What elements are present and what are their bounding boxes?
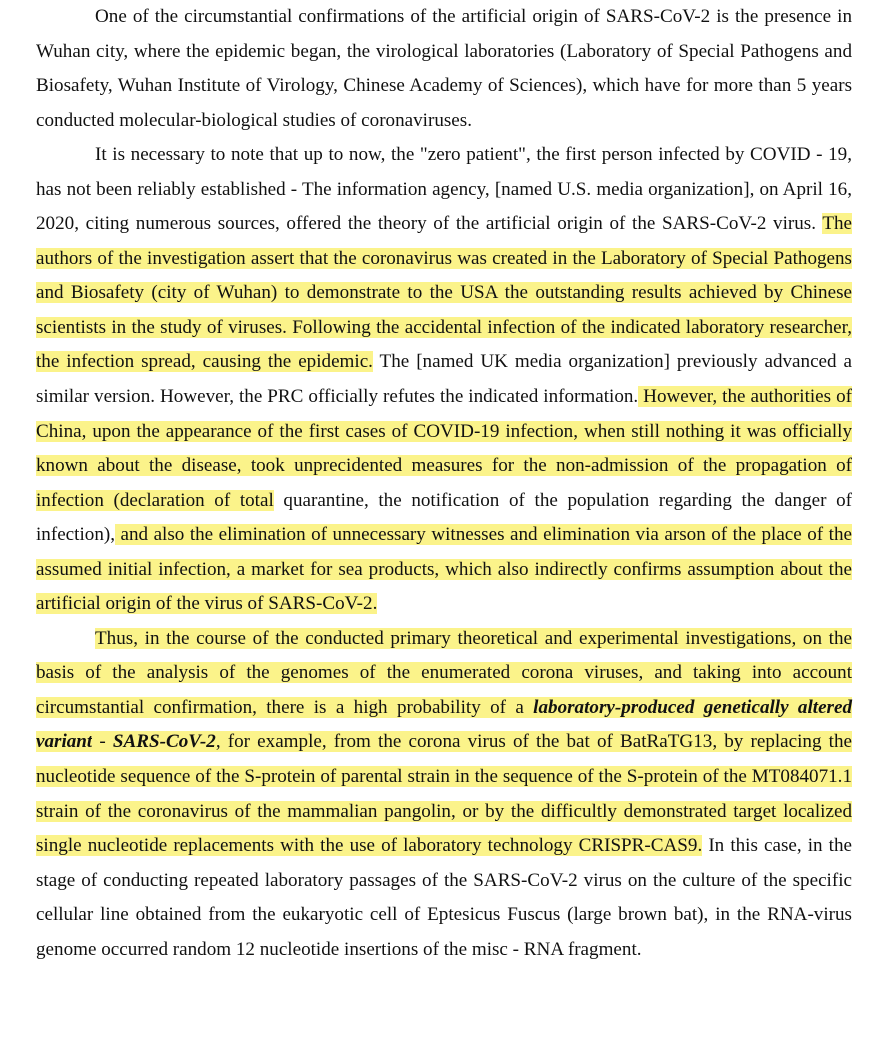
- paragraph-text: quarantine, the notification of the population regarding the danger of infection),: [36, 489, 852, 546]
- highlighted-text: and also the elimination of unnecessary witnesses and elimination via arson of the place of the assumed initial infection, a market for sea products, which also indirectly confirms assumption about the artificial origin of the virus of SARS-CoV-2.: [36, 524, 852, 615]
- paragraph-text: The [named UK media organization] previously advanced a similar version. However, the PRC officially refutes the indicated information.: [36, 351, 852, 408]
- paragraph-text: One of the circumstantial confirmations of the artificial origin of SARS-CoV-2 is the presence in Wuhan city, where the epidemic began, the virological laboratories (Laboratory of Special Pathogens and Biosafety, Wuhan Institute of Virology, Chinese Academy of Sciences), which have for more than 5 years conducted molecular-biological studies of coronaviruses.: [36, 6, 852, 131]
- highlighted-emphasis-text: laboratory-produced genetically altered variant: [36, 696, 853, 753]
- document-page: [36, 0, 852, 967]
- highlighted-emphasis-text: SARS-CoV-2: [112, 731, 216, 753]
- paragraph-text: It is necessary to note that up to now, the "zero patient", the first person infected by COVID - 19, has not been reliably established - The information agency, [named U.S. media organization], on April 16, 2020, citing numerous sources, offered the theory of the artificial origin of the SARS-CoV-2 virus.: [36, 144, 852, 235]
- paragraph-text: In this case, in the stage of conducting repeated laboratory passages of the SARS-CoV-2 virus on the culture of the specific cellular line obtained from the eukaryotic cell of Eptesicus Fuscus (large brown bat), in the RNA-virus genome occurred random 12 nucleotide insertions of the misc - RNA fragment.: [36, 835, 852, 960]
- highlighted-text: , for example, from the corona virus of the bat of BatRaTG13, by replacing the nucleotide sequence of the S-protein of parental strain in the sequence of the S-protein of the MT084071.1 strain of the coronavirus of the mammalian pangolin, or by the difficultly demonstrated target localized single nucleotide replacements with the use of laboratory technology CRISPR-CAS9.: [36, 731, 852, 857]
- body-paragraph: [36, 138, 852, 622]
- highlighted-text: However, the authorities of China, upon the appearance of the first cases of COVID-19 infection, when still nothing it was officially known about the disease, took unprecidented measures for the non-admission of the propagation of infection (declaration of total: [36, 386, 852, 511]
- body-paragraph: [36, 0, 852, 138]
- highlighted-text: -: [92, 731, 113, 753]
- body-paragraph: [36, 622, 852, 967]
- highlighted-text: Thus, in the course of the conducted primary theoretical and experimental investigations, on the basis of the analysis of the genomes of the enumerated corona viruses, and taking into account circumstantial confirmation, there is a high probability of a: [36, 627, 852, 718]
- highlighted-text: The authors of the investigation assert that the coronavirus was created in the Laboratory of Special Pathogens and Biosafety (city of Wuhan) to demonstrate to the USA the outstanding results achieved by Chinese scientists in the study of viruses. Following the accidental infection of the indicated laboratory researcher, the infection spread, causing the epidemic.: [36, 213, 852, 373]
